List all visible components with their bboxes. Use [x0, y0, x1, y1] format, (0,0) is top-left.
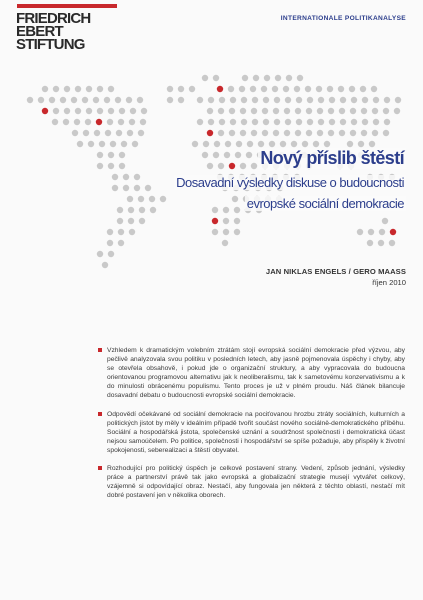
map-dot: [203, 141, 209, 147]
map-dot: [327, 86, 333, 92]
map-dot: [251, 130, 257, 136]
map-dot: [351, 119, 357, 125]
map-dot: [273, 130, 279, 136]
map-dot: [241, 119, 247, 125]
map-dot-highlight: [207, 130, 213, 136]
map-dot: [241, 97, 247, 103]
map-dot: [132, 141, 138, 147]
map-dot: [382, 218, 388, 224]
map-dot: [369, 141, 375, 147]
map-dot: [229, 108, 235, 114]
summary-text: Odpovědí očekávané od sociální demokracie na pociťovanou hrozbu ztráty sociálních, kulturních a politických jistot by měly v ideálním případě tvořit součást nového sociálně-demokratického příběhu. Sociální a hospodářská jistota, společenské uznání a soudržnost společnosti i demokratická účast nejsou samoúčelem. Po politice, společnosti i hospodářství se spíše požaduje, aby přispěly k životní spokojenosti, seberealizaci a štěstí obyvatel.: [107, 410, 405, 454]
map-dot: [306, 108, 312, 114]
map-dot: [274, 119, 280, 125]
map-dot: [302, 141, 308, 147]
map-dot: [130, 108, 136, 114]
map-dot: [167, 86, 173, 92]
map-dot: [99, 141, 105, 147]
map-dot: [128, 207, 134, 213]
map-dot: [75, 108, 81, 114]
map-dot: [306, 130, 312, 136]
map-dot: [228, 86, 234, 92]
map-dot: [251, 163, 257, 169]
map-dot: [234, 218, 240, 224]
map-dot: [291, 141, 297, 147]
map-dot: [247, 141, 253, 147]
map-dot: [52, 119, 58, 125]
map-dot: [239, 86, 245, 92]
map-dot: [251, 108, 257, 114]
map-dot: [230, 97, 236, 103]
map-dot: [134, 174, 140, 180]
map-dot: [329, 119, 335, 125]
map-dot: [340, 97, 346, 103]
map-dot: [116, 130, 122, 136]
map-dot: [82, 97, 88, 103]
map-dot: [250, 86, 256, 92]
map-dot: [307, 97, 313, 103]
map-dot: [117, 218, 123, 224]
map-dot: [129, 229, 135, 235]
map-dot: [202, 75, 208, 81]
document-title: Nový příslib štěstí: [260, 148, 404, 168]
summary-item: [98, 410, 405, 455]
map-dot: [212, 229, 218, 235]
dotted-world-map: [0, 70, 423, 270]
map-dot: [104, 97, 110, 103]
map-dot: [269, 141, 275, 147]
map-dot: [107, 229, 113, 235]
map-dot: [93, 97, 99, 103]
map-dot: [219, 119, 225, 125]
map-dot: [123, 174, 129, 180]
map-dot: [64, 108, 70, 114]
map-dot: [127, 196, 133, 202]
map-dot: [119, 108, 125, 114]
map-dot: [213, 152, 219, 158]
map-dot: [97, 108, 103, 114]
map-dot: [235, 152, 241, 158]
map-dot: [284, 130, 290, 136]
map-dot: [141, 108, 147, 114]
map-dot: [285, 97, 291, 103]
map-dot: [108, 86, 114, 92]
logo-line-1: FRIEDRICH: [16, 10, 91, 27]
map-dot: [372, 130, 378, 136]
map-dot: [318, 97, 324, 103]
map-dot: [88, 141, 94, 147]
series-label: INTERNATIONALE POLITIKANALYSE: [280, 15, 406, 22]
map-dot-highlight: [229, 163, 235, 169]
map-dot: [296, 97, 302, 103]
map-dot: [296, 119, 302, 125]
map-dot: [317, 108, 323, 114]
map-dot: [263, 97, 269, 103]
map-dot: [137, 97, 143, 103]
map-dot: [140, 119, 146, 125]
map-dot: [384, 97, 390, 103]
map-dot: [286, 75, 292, 81]
map-dot: [339, 130, 345, 136]
map-dot: [208, 97, 214, 103]
map-dot: [97, 86, 103, 92]
map-dot: [258, 141, 264, 147]
map-dot: [102, 262, 108, 268]
map-dot: [127, 130, 133, 136]
map-dot: [240, 130, 246, 136]
map-dot-highlight: [42, 108, 48, 114]
map-dot: [224, 152, 230, 158]
map-dot: [214, 141, 220, 147]
map-dot: [123, 185, 129, 191]
map-dot: [219, 97, 225, 103]
map-dot: [77, 141, 83, 147]
map-dot: [178, 86, 184, 92]
map-dot: [42, 86, 48, 92]
map-dot: [75, 86, 81, 92]
map-dot: [139, 207, 145, 213]
map-dot: [297, 75, 303, 81]
map-dot: [280, 141, 286, 147]
map-dot: [350, 130, 356, 136]
map-dot: [134, 185, 140, 191]
map-dot: [379, 229, 385, 235]
map-dot: [295, 130, 301, 136]
logo-line-2: EBERT: [16, 23, 63, 40]
map-dot-highlight: [217, 86, 223, 92]
map-dot: [117, 207, 123, 213]
map-dot: [307, 119, 313, 125]
map-dot: [197, 97, 203, 103]
map-dot: [208, 119, 214, 125]
map-dot: [197, 119, 203, 125]
map-dot: [378, 240, 384, 246]
map-dot: [329, 97, 335, 103]
map-dot: [121, 141, 127, 147]
publisher-logo: [16, 12, 90, 51]
map-dot: [373, 119, 379, 125]
map-dot: [324, 141, 330, 147]
map-dot: [218, 163, 224, 169]
map-dot: [384, 119, 390, 125]
map-dot: [213, 75, 219, 81]
map-dot: [347, 141, 353, 147]
map-dot: [318, 119, 324, 125]
map-dot: [223, 218, 229, 224]
bullet-square-icon: [98, 412, 102, 416]
map-dot: [317, 130, 323, 136]
map-dot: [167, 97, 173, 103]
logo-line-3: STIFTUNG: [16, 36, 85, 53]
map-dot-highlight: [390, 229, 396, 235]
map-dot: [60, 97, 66, 103]
summary-text: Vzhledem k dramatickým volebním ztrátám stojí evropská sociální demokracie před výzvou, aby pečlivě analyzovala svou politiku v posledních letech, aby jasně pojmenovala úspěchy i chyby, aby se otevřela obsahově, i pokud jde o organizační struktury, a aby vypracovala do budoucna orientovanou programovou alternativu jak k neoliberalismu, tak k sametovému konzervativismu a k do minulosti obrácenému populismu. Tento proces je už v plném proudu. Náš článek bilancuje dosavadní debatu o budoucnosti evropské sociální demokracie.: [107, 347, 405, 400]
map-dot: [189, 86, 195, 92]
bullet-square-icon: [98, 466, 102, 470]
map-dot: [274, 97, 280, 103]
summary-item: [98, 464, 405, 500]
map-dot: [218, 108, 224, 114]
map-dot: [86, 108, 92, 114]
map-dot: [252, 97, 258, 103]
map-dot: [264, 75, 270, 81]
map-dot: [225, 141, 231, 147]
map-dot: [223, 229, 229, 235]
map-dot: [328, 108, 334, 114]
map-dot: [394, 108, 400, 114]
summary-text: Rozhodující pro politický úspěch je celkové postavení strany. Vedení, způsob jednání, výsledky práce a partnerství právě tak jako evropská a globalizační strategie musejí vytvářet celkový, vzájemně si odpovídající obraz. Nestačí, aby fungovala jen některá z těchto oblastí, nestačí mít dobré postavení jen v několika oborech.: [107, 465, 405, 500]
map-dot: [316, 86, 322, 92]
map-dot: [139, 218, 145, 224]
map-dot: [395, 97, 401, 103]
logo-accent-bar: [17, 4, 117, 8]
map-dot: [362, 97, 368, 103]
map-dot: [234, 229, 240, 235]
map-dot: [284, 108, 290, 114]
map-dot: [53, 86, 59, 92]
map-dot: [222, 240, 228, 246]
map-dot: [49, 97, 55, 103]
map-dot: [262, 108, 268, 114]
map-dot: [253, 75, 259, 81]
summary-list: [98, 346, 405, 509]
map-dot: [108, 108, 114, 114]
map-dot: [112, 185, 118, 191]
map-dot: [74, 119, 80, 125]
map-dot: [85, 119, 91, 125]
map-dot: [38, 97, 44, 103]
map-dot: [202, 152, 208, 158]
map-dot: [218, 130, 224, 136]
map-dot: [138, 130, 144, 136]
map-dot: [305, 86, 311, 92]
map-dot: [118, 119, 124, 125]
map-dot: [285, 119, 291, 125]
subtitle-line-2: evropské sociální demokracie: [246, 196, 404, 211]
map-dot: [252, 119, 258, 125]
map-dot: [118, 229, 124, 235]
document-subtitle: [146, 172, 406, 214]
map-dot: [362, 119, 368, 125]
map-dot: [275, 75, 281, 81]
map-dot: [261, 86, 267, 92]
map-dot: [119, 163, 125, 169]
map-dot: [389, 240, 395, 246]
map-dot: [361, 130, 367, 136]
map-dot: [72, 130, 78, 136]
map-dot-highlight: [212, 218, 218, 224]
map-dot: [339, 108, 345, 114]
map-dot: [246, 152, 252, 158]
map-dot: [86, 86, 92, 92]
map-dot: [110, 141, 116, 147]
map-dot: [192, 141, 198, 147]
map-dot: [240, 163, 246, 169]
map-dot: [229, 130, 235, 136]
map-dot: [351, 97, 357, 103]
map-dot: [273, 108, 279, 114]
map-dot: [126, 97, 132, 103]
map-dot: [372, 108, 378, 114]
map-dot: [338, 86, 344, 92]
map-dot: [383, 130, 389, 136]
map-dot: [105, 130, 111, 136]
map-dot: [236, 141, 242, 147]
map-dot: [97, 152, 103, 158]
map-dot: [108, 163, 114, 169]
map-dot: [128, 218, 134, 224]
map-dot: [107, 240, 113, 246]
map-dot: [240, 108, 246, 114]
map-dot: [178, 97, 184, 103]
map-dot: [71, 97, 77, 103]
map-dot: [313, 141, 319, 147]
map-dot: [349, 86, 355, 92]
map-dot: [242, 75, 248, 81]
map-dot: [64, 86, 70, 92]
map-dot: [94, 130, 100, 136]
map-dot: [371, 86, 377, 92]
publication-date: říjen 2010: [372, 278, 406, 287]
map-dot: [283, 86, 289, 92]
map-dot: [361, 108, 367, 114]
map-dot: [230, 119, 236, 125]
map-dot: [112, 174, 118, 180]
authors: JAN NIKLAS ENGELS / GERO MAASS: [265, 267, 406, 276]
map-dot: [328, 130, 334, 136]
map-dot: [97, 251, 103, 257]
map-dot: [383, 108, 389, 114]
summary-item: [98, 346, 405, 401]
map-dot: [368, 229, 374, 235]
map-dot: [294, 86, 300, 92]
map-dot: [350, 108, 356, 114]
map-dot: [373, 97, 379, 103]
map-dot: [207, 108, 213, 114]
map-dot: [295, 108, 301, 114]
subtitle-line-1: Dosavadní výsledky diskuse o budoucnosti: [176, 175, 404, 190]
map-dot: [138, 196, 144, 202]
map-dot: [357, 229, 363, 235]
bullet-square-icon: [98, 348, 102, 352]
map-dot: [53, 108, 59, 114]
map-dot: [263, 119, 269, 125]
map-dot: [129, 119, 135, 125]
map-dot: [358, 141, 364, 147]
map-dot: [97, 163, 103, 169]
map-dot: [108, 152, 114, 158]
map-dot: [118, 240, 124, 246]
map-dot: [115, 97, 121, 103]
map-dot: [340, 119, 346, 125]
map-dot: [207, 163, 213, 169]
map-dot: [367, 240, 373, 246]
map-dot: [27, 97, 33, 103]
map-dot-highlight: [96, 119, 102, 125]
map-dot: [108, 251, 114, 257]
map-dot: [119, 152, 125, 158]
map-dot: [107, 119, 113, 125]
map-dot: [272, 86, 278, 92]
map-dot: [83, 130, 89, 136]
map-dot: [63, 119, 69, 125]
map-dot: [360, 86, 366, 92]
map-dot: [262, 130, 268, 136]
